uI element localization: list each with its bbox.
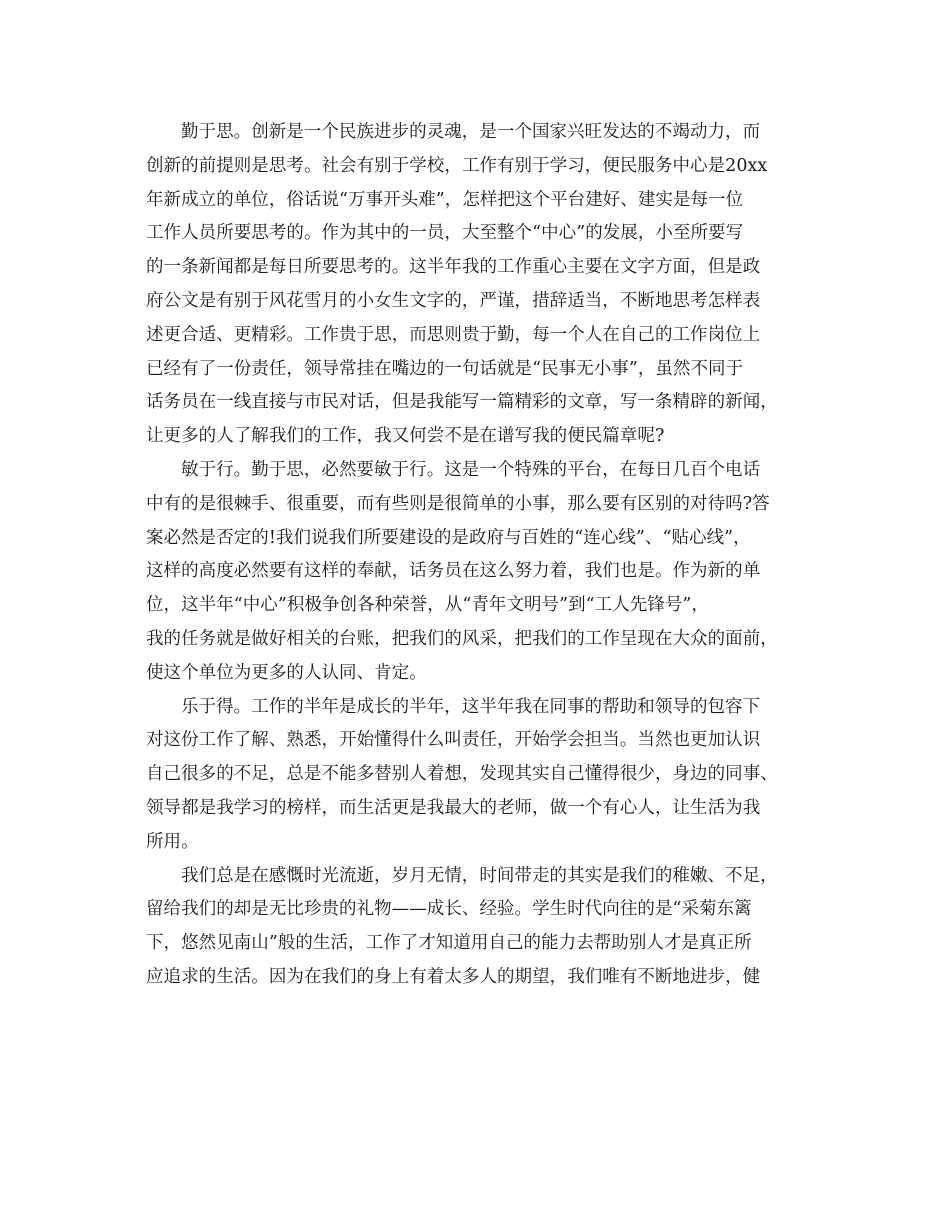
text-line: 应追求的生活。因为在我们的身上有着太多人的期望，我们唯有不断地进步，健 — [146, 966, 761, 987]
text-line: 中有的是很棘手、很重要，而有些则是很简单的小事，那么要有区别的对待吗?答 — [146, 493, 770, 514]
paragraph — [146, 691, 814, 860]
text-line: 自己很多的不足，总是不能多替别人着想，发现其实自己懂得很少，身边的同事、 — [146, 764, 778, 785]
text-line: 年新成立的单位，俗话说“万事开头难”，怎样把这个平台建好、建实是每一位 — [146, 189, 744, 210]
text-line: 下，悠然见南山”般的生活，工作了才知道用自己的能力去帮助别人才是真正所 — [146, 933, 752, 954]
paragraph — [146, 454, 814, 691]
text-line: 乐于得。工作的半年是成长的半年，这半年我在同事的帮助和领导的包容下 — [181, 696, 761, 717]
paragraph — [146, 116, 814, 454]
text-line: 我的任务就是做好相关的台账，把我们的风采，把我们的工作呈现在大众的面前， — [146, 628, 778, 649]
text-line: 话务员在一线直接与市民对话，但是我能写一篇精彩的文章，写一条精辟的新闻， — [146, 392, 778, 413]
text-line: 案必然是否定的!我们说我们所要建设的是政府与百姓的“连心线”、“贴心线”， — [146, 527, 751, 548]
text-line: 的一条新闻都是每日所要思考的。这半年我的工作重心主要在文字方面，但是政 — [146, 257, 761, 278]
text-line: 所用。 — [146, 831, 199, 852]
text-line: 创新的前提则是思考。社会有别于学校，工作有别于学习，便民服务中心是20xx — [146, 155, 768, 176]
text-line: 领导都是我学习的榜样，而生活更是我最大的老师，做一个有心人，让生活为我 — [146, 797, 761, 818]
text-line: 勤于思。创新是一个民族进步的灵魂，是一个国家兴旺发达的不竭动力，而 — [181, 122, 761, 142]
text-line: 府公文是有别于风花雪月的小女生文字的，严谨，措辞适当，不断地思考怎样表 — [146, 290, 761, 311]
text-line: 已经有了一份责任，领导常挂在嘴边的一句话就是“民事无小事”，虽然不同于 — [146, 358, 744, 379]
text-line: 对这份工作了解、熟悉，开始懂得什么叫责任，开始学会担当。当然也更加认识 — [146, 730, 761, 751]
text-line: 我们总是在感慨时光流逝，岁月无情，时间带走的其实是我们的稚嫩、不足， — [181, 865, 778, 886]
text-line: 让更多的人了解我们的工作，我又何尝不是在谱写我的便民篇章呢? — [146, 426, 665, 447]
paragraph — [146, 860, 814, 995]
text-line: 这样的高度必然要有这样的奉献，话务员在这么努力着，我们也是。作为新的单 — [146, 561, 761, 582]
text-line: 位，这半年“中心”积极争创各种荣誉，从“青年文明号”到“工人先锋号”， — [146, 595, 709, 616]
body-text — [146, 116, 814, 995]
text-line: 工作人员所要思考的。作为其中的一员，大至整个“中心”的发展，小至所要写 — [146, 223, 744, 244]
text-line: 使这个单位为更多的人认同、肯定。 — [146, 662, 427, 683]
text-line: 留给我们的却是无比珍贵的礼物——成长、经验。学生时代向往的是“采菊东篱 — [146, 899, 752, 920]
text-line: 敏于行。勤于思，必然要敏于行。这是一个特殊的平台，在每日几百个电话 — [181, 459, 761, 480]
text-line: 述更合适、更精彩。工作贵于思，而思则贵于勤，每一个人在自己的工作岗位上 — [146, 324, 761, 345]
